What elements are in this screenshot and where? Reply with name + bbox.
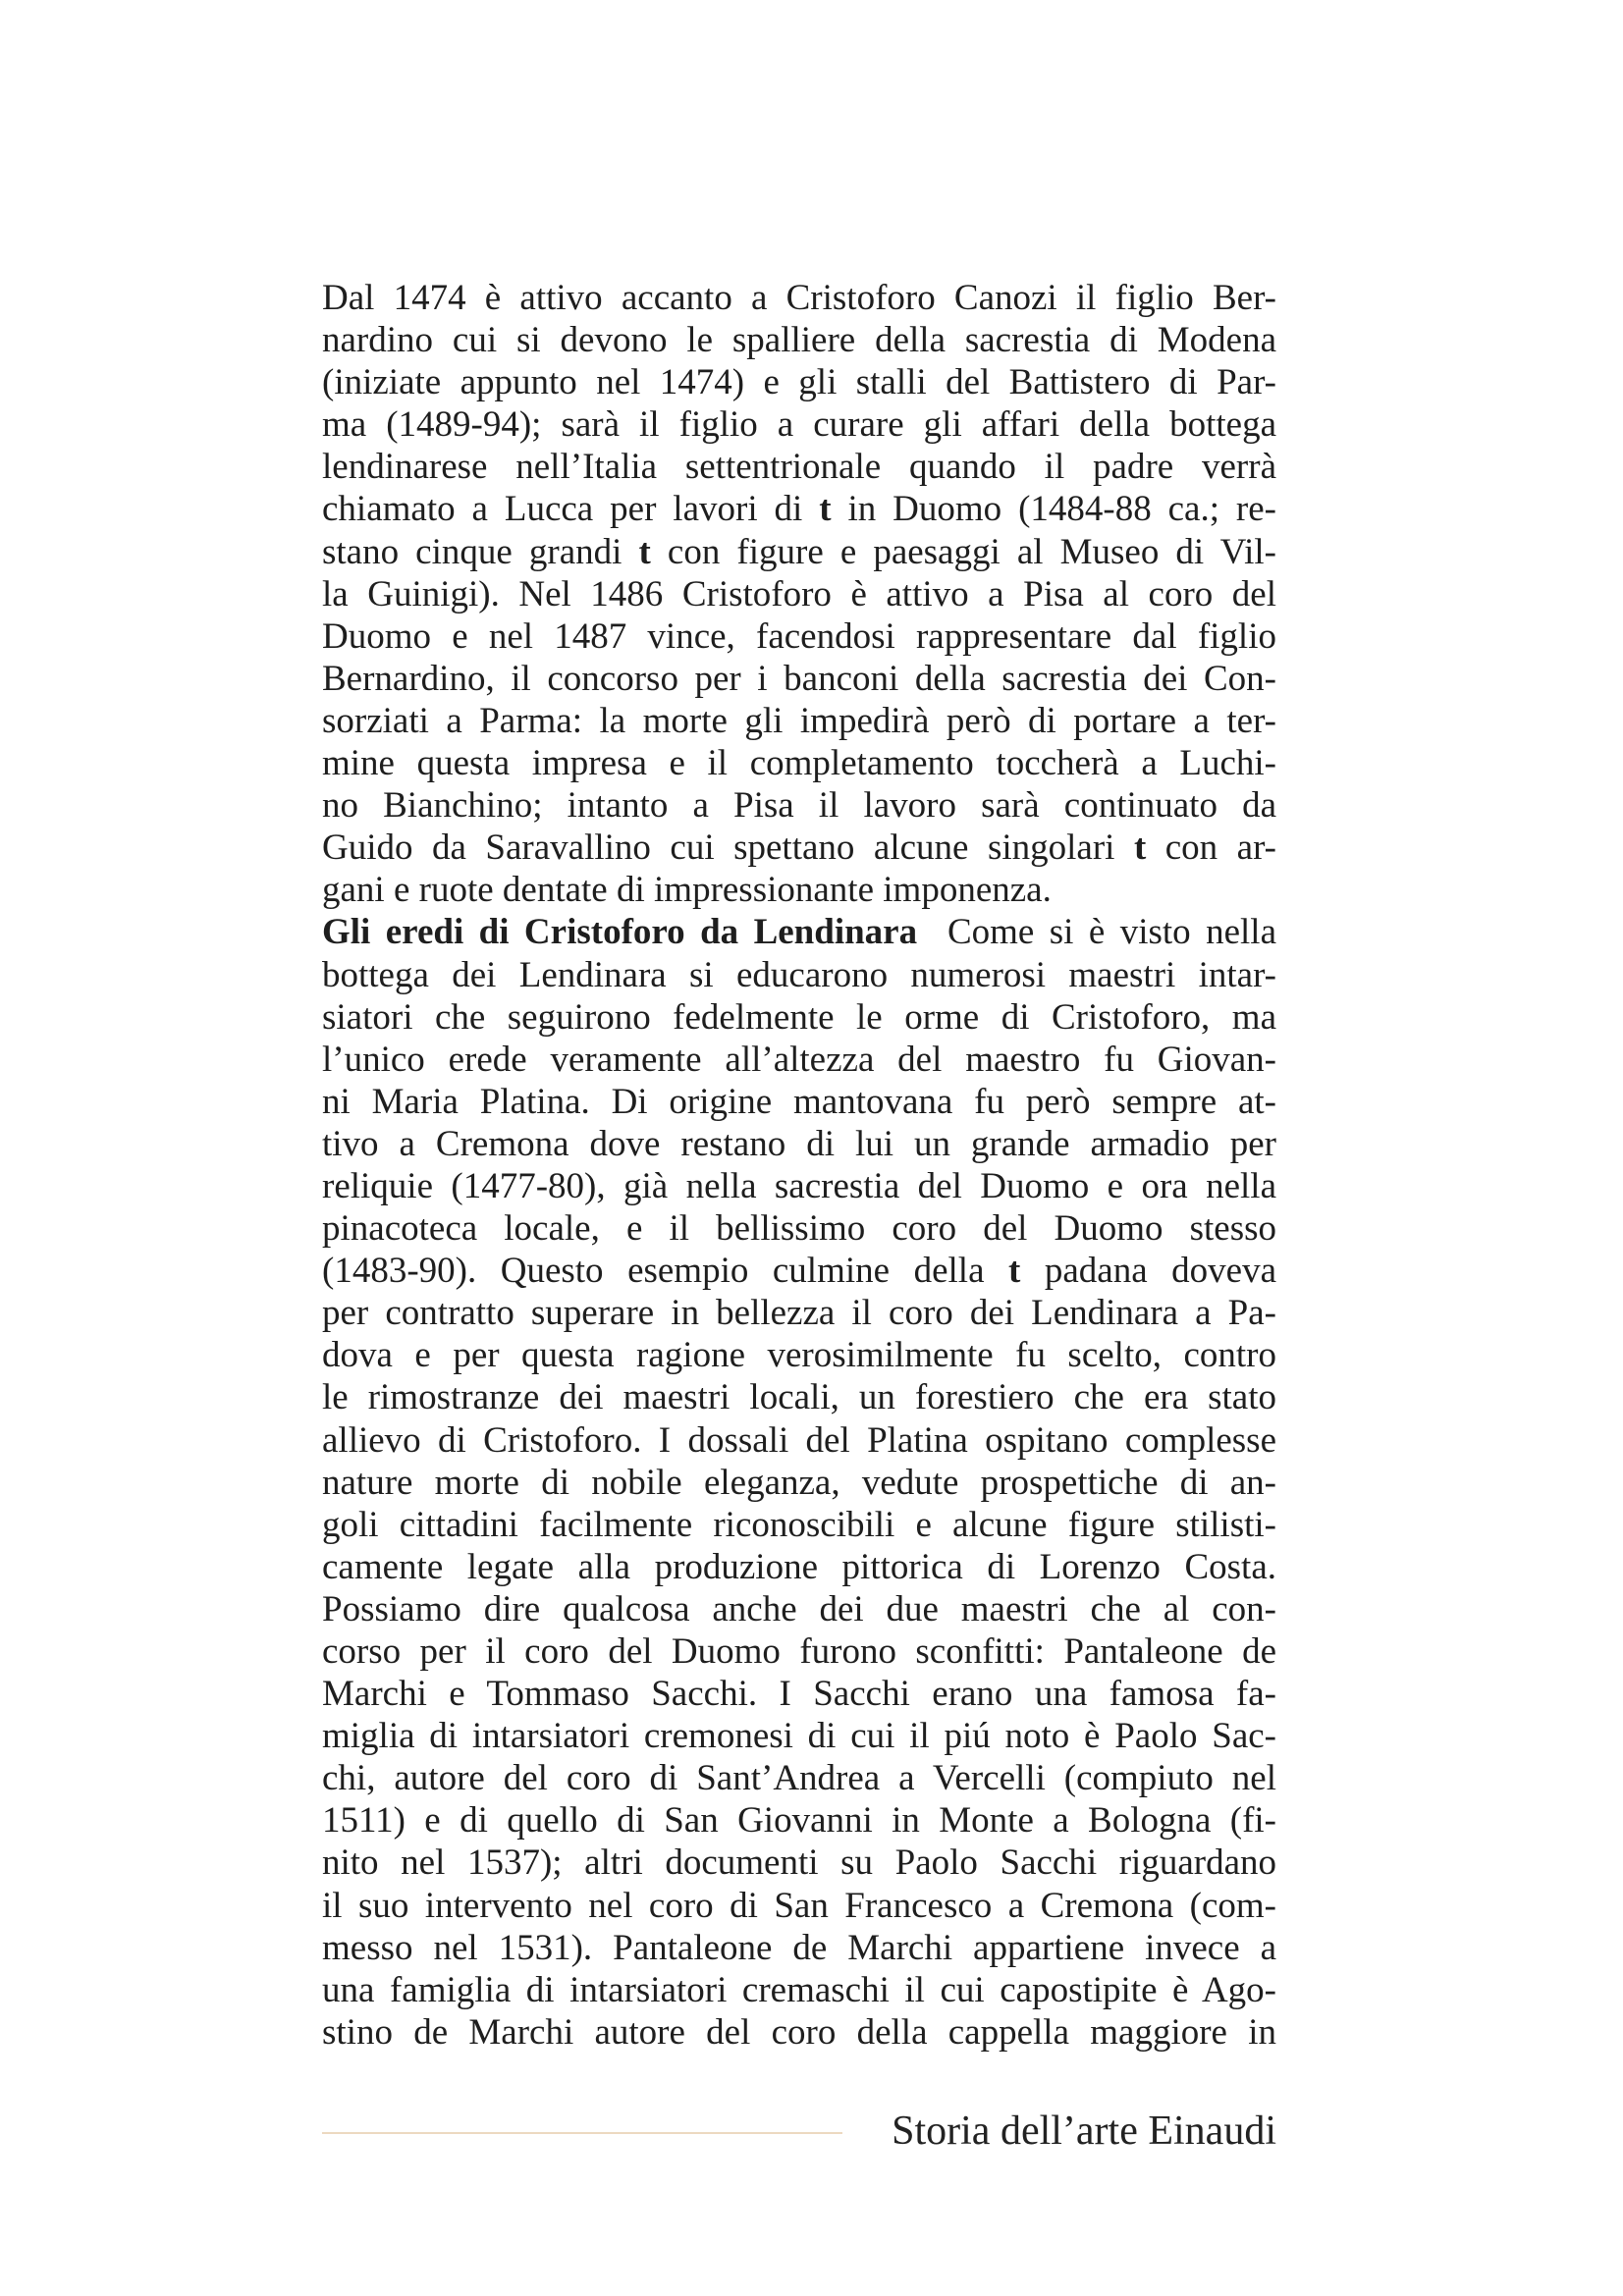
text-line xyxy=(322,277,1276,319)
text-run: corso per il coro del Duomo furono sconfitti: Pantaleone de xyxy=(322,1631,1276,1672)
text-line xyxy=(322,615,1276,658)
text-run: gani e ruote dentate di impressionante imponenza. xyxy=(322,870,1052,911)
text-run: la Guinigi). Nel 1486 Cristoforo è attivo a Pisa al coro del xyxy=(322,573,1276,614)
text-run: con figure e paesaggi al Museo di Vil- xyxy=(650,531,1276,572)
text-line xyxy=(322,1504,1276,1546)
text-run: padana doveva xyxy=(1020,1251,1276,1292)
text-line xyxy=(322,1207,1276,1250)
text-line xyxy=(322,911,1276,953)
text-run: goli cittadini facilmente riconoscibili e alcune figure stilisti- xyxy=(322,1504,1276,1545)
text-run: (1483-90). Questo esempio culmine della xyxy=(322,1251,1009,1292)
text-line xyxy=(322,954,1276,996)
text-run: (iniziate appunto nel 1474) e gli stalli del Battistero di Par- xyxy=(322,362,1276,403)
text-line xyxy=(322,700,1276,742)
bold-text-run: t xyxy=(638,531,651,572)
text-line xyxy=(322,784,1276,827)
text-line xyxy=(322,403,1276,446)
body-text xyxy=(322,277,1276,2054)
text-line xyxy=(322,1123,1276,1165)
text-run: nardino cui si devono le spalliere della sacrestia di Modena xyxy=(322,320,1276,361)
text-run: nito nel 1537); altri documenti su Paolo Sacchi riguardano xyxy=(322,1842,1276,1884)
text-line xyxy=(322,1588,1276,1630)
text-line xyxy=(322,1673,1276,1715)
text-line xyxy=(322,2011,1276,2054)
text-run: allievo di Cristoforo. I dossali del Platina ospitano complesse xyxy=(322,1419,1276,1461)
text-run: con ar- xyxy=(1146,828,1276,869)
text-run: nature morte di nobile eleganza, vedute prospettiche di an- xyxy=(322,1462,1276,1503)
text-run: per contratto superare in bellezza il coro dei Lendinara a Pa- xyxy=(322,1293,1276,1334)
text-run: Dal 1474 è attivo accanto a Cristoforo Canozi il figlio Ber- xyxy=(322,278,1276,318)
text-line xyxy=(322,1842,1276,1884)
footer-title: Storia dell’arte Einaudi xyxy=(892,2109,1276,2154)
text-run: 1511) e di quello di San Giovanni in Monte a Bologna (fi- xyxy=(322,1800,1276,1842)
text-run: ma (1489-94); sarà il figlio a curare gli affari della bottega xyxy=(322,404,1276,446)
text-run: una famiglia di intarsiatori cremaschi il cui capostipite è Ago- xyxy=(322,1969,1276,2010)
text-run: messo nel 1531). Pantaleone de Marchi appartiene invece a xyxy=(322,1927,1276,1968)
text-run: stano cinque grandi xyxy=(322,531,639,572)
bold-text-run: t xyxy=(1008,1251,1021,1292)
text-line xyxy=(322,1462,1276,1504)
text-run: mine questa impresa e il completamento toccherà a Luchi- xyxy=(322,743,1276,784)
bold-text-run: t xyxy=(1133,828,1147,869)
text-run: siatori che seguirono fedelmente le orme di Cristoforo, ma xyxy=(322,996,1276,1038)
text-line xyxy=(322,573,1276,615)
text-line xyxy=(322,1757,1276,1799)
bold-text-run: t xyxy=(819,489,832,530)
text-run: Come si è visto nella xyxy=(917,912,1276,953)
text-line xyxy=(322,1715,1276,1757)
text-line xyxy=(322,1334,1276,1376)
text-line xyxy=(322,446,1276,488)
text-run: dova e per questa ragione verosimilmente fu scelto, contro xyxy=(322,1335,1276,1376)
text-line xyxy=(322,488,1276,530)
text-run: tivo a Cremona dove restano di lui un grande armadio per xyxy=(322,1123,1276,1164)
text-line xyxy=(322,1419,1276,1462)
text-line xyxy=(322,827,1276,869)
text-line xyxy=(322,1799,1276,1842)
text-run: no Bianchino; intanto a Pisa il lavoro sarà continuato da xyxy=(322,785,1276,827)
text-run: sorziati a Parma: la morte gli impedirà però di portare a ter- xyxy=(322,700,1276,741)
text-run: l’unico erede veramente all’altezza del maestro fu Giovan- xyxy=(322,1039,1276,1080)
footer-rule xyxy=(322,2132,842,2134)
text-line xyxy=(322,869,1276,911)
text-line xyxy=(322,1885,1276,1927)
text-run: ni Maria Platina. Di origine mantovana fu però sempre at- xyxy=(322,1081,1276,1122)
text-run: chi, autore del coro di Sant’Andrea a Vercelli (compiuto nel xyxy=(322,1758,1276,1799)
text-line xyxy=(322,996,1276,1039)
text-line xyxy=(322,1292,1276,1334)
text-line xyxy=(322,1376,1276,1418)
text-line xyxy=(322,1250,1276,1292)
text-line xyxy=(322,1630,1276,1673)
text-run: reliquie (1477-80), già nella sacrestia del Duomo e ora nella xyxy=(322,1165,1276,1206)
text-line xyxy=(322,1039,1276,1081)
text-run: bottega dei Lendinara si educarono numerosi maestri intar- xyxy=(322,954,1276,995)
text-line xyxy=(322,1165,1276,1207)
bold-text-run: Gli eredi di Cristoforo da Lendinara xyxy=(322,912,918,953)
text-run: Guido da Saravallino cui spettano alcune singolari xyxy=(322,828,1134,869)
text-line xyxy=(322,1546,1276,1588)
text-line xyxy=(322,1927,1276,1969)
text-line xyxy=(322,742,1276,784)
text-run: le rimostranze dei maestri locali, un forestiero che era stato xyxy=(322,1377,1276,1418)
text-run: Marchi e Tommaso Sacchi. I Sacchi erano una famosa fa- xyxy=(322,1674,1276,1715)
text-run: Possiamo dire qualcosa anche dei due maestri che al con- xyxy=(322,1588,1276,1629)
text-run: stino de Marchi autore del coro della cappella maggiore in xyxy=(322,2011,1276,2053)
text-run: pinacoteca locale, e il bellissimo coro del Duomo stesso xyxy=(322,1208,1276,1250)
text-line xyxy=(322,319,1276,361)
text-run: in Duomo (1484-88 ca.; re- xyxy=(831,489,1276,530)
text-run: chiamato a Lucca per lavori di xyxy=(322,489,820,530)
text-line xyxy=(322,531,1276,573)
text-run: Bernardino, il concorso per i banconi della sacrestia dei Con- xyxy=(322,658,1276,699)
text-line xyxy=(322,1081,1276,1123)
text-run: lendinarese nell’Italia settentrionale quando il padre verrà xyxy=(322,447,1276,488)
text-run: miglia di intarsiatori cremonesi di cui il piú noto è Paolo Sac- xyxy=(322,1716,1276,1757)
text-run: il suo intervento nel coro di San Francesco a Cremona (com- xyxy=(322,1885,1276,1926)
text-line xyxy=(322,658,1276,700)
text-line xyxy=(322,361,1276,403)
text-run: Duomo e nel 1487 vince, facendosi rappresentare dal figlio xyxy=(322,615,1276,657)
text-run: camente legate alla produzione pittorica di Lorenzo Costa. xyxy=(322,1546,1276,1587)
text-line xyxy=(322,1969,1276,2011)
